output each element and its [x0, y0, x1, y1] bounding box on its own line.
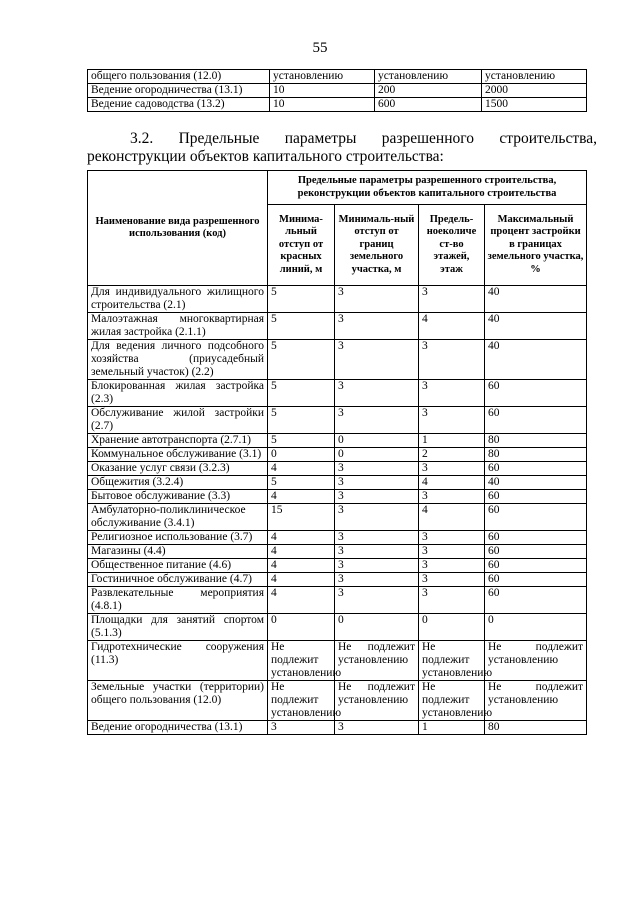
parameter-cell: 80 — [485, 721, 587, 735]
parameter-cell: 4 — [419, 313, 485, 340]
header-col-1: Минима-льный отступ от красных линий, м — [268, 205, 335, 286]
header-group: Предельные параметры разрешенного строительства, реконструкции объектов капитального строительства — [268, 171, 587, 205]
parameter-cell: 0 — [419, 614, 485, 641]
parameter-cell: 60 — [485, 504, 587, 531]
parameter-cell: 0 — [335, 614, 419, 641]
table-row — [88, 504, 587, 531]
parameter-cell: 3 — [335, 286, 419, 313]
use-type-cell: Религиозное использование (3.7) — [88, 531, 268, 545]
header-col-3: Предель-ноеколиче ст-во этажей, этаж — [419, 205, 485, 286]
header-row-1 — [88, 171, 587, 205]
parameter-cell: 3 — [419, 490, 485, 504]
table-row — [88, 340, 587, 380]
parameter-cell: 3 — [335, 476, 419, 490]
parameter-cell: 4 — [419, 504, 485, 531]
use-type-cell: Площадки для занятий спортом (5.1.3) — [88, 614, 268, 641]
table-row — [88, 434, 587, 448]
parameter-cell: 4 — [268, 462, 335, 476]
parameter-cell: 3 — [335, 313, 419, 340]
use-type-cell: Гостиничное обслуживание (4.7) — [88, 573, 268, 587]
parameter-cell: 0 — [335, 448, 419, 462]
use-type-cell: Развлекательные мероприятия (4.8.1) — [88, 587, 268, 614]
parameter-cell: 3 — [419, 587, 485, 614]
parameter-cell: 3 — [335, 407, 419, 434]
parameters-table — [87, 170, 587, 735]
use-type-cell: Общественное питание (4.6) — [88, 559, 268, 573]
parameter-cell: Не подлежит установлению — [419, 641, 485, 681]
parameter-cell: 5 — [268, 286, 335, 313]
value-cell: 1500 — [482, 98, 587, 112]
parameter-cell: 80 — [485, 434, 587, 448]
use-type-cell: Обслуживание жилой застройки (2.7) — [88, 407, 268, 434]
parameter-cell: 5 — [268, 407, 335, 434]
parameter-cell: Не подлежит установлению — [419, 681, 485, 721]
use-type-cell: Для ведения личного подсобного хозяйства (приусадебный земельный участок) (2.2) — [88, 340, 268, 380]
table-row — [88, 490, 587, 504]
table-row — [88, 587, 587, 614]
parameter-cell: 4 — [268, 587, 335, 614]
parameter-cell: 3 — [419, 340, 485, 380]
parameter-cell: 3 — [268, 721, 335, 735]
table-row — [88, 531, 587, 545]
table-row — [88, 721, 587, 735]
parameter-cell: 3 — [419, 462, 485, 476]
table-row — [88, 614, 587, 641]
header-col-2: Минималь-ный отступ от границ земельного участка, м — [335, 205, 419, 286]
heading-word: Предельные — [178, 130, 260, 147]
table-row — [88, 545, 587, 559]
parameter-cell: 0 — [268, 614, 335, 641]
row-name-cell: Ведение садоводства (13.2) — [88, 98, 270, 112]
use-type-cell: Оказание услуг связи (3.2.3) — [88, 462, 268, 476]
parameter-cell: 15 — [268, 504, 335, 531]
use-type-cell: Гидротехнические сооружения (11.3) — [88, 641, 268, 681]
parameter-cell: 3 — [335, 559, 419, 573]
parameter-cell: 4 — [419, 476, 485, 490]
table-row — [88, 462, 587, 476]
use-type-cell: Блокированная жилая застройка (2.3) — [88, 380, 268, 407]
header-col-4: Максимальный процент застройки в границах земельного участка, % — [485, 205, 587, 286]
use-type-cell: Амбулаторно-поликлиническое обслуживание (3.4.1) — [88, 504, 268, 531]
parameter-cell: 3 — [335, 490, 419, 504]
row-name-cell: общего пользования (12.0) — [88, 70, 270, 84]
parameter-cell: 3 — [419, 380, 485, 407]
table-row — [88, 573, 587, 587]
parameter-cell: 60 — [485, 462, 587, 476]
page-number: 55 — [312, 40, 328, 56]
table-row — [88, 84, 587, 98]
table-row — [88, 641, 587, 681]
table-row — [88, 286, 587, 313]
parameter-cell: 1 — [419, 721, 485, 735]
heading-word: разрешенного — [381, 130, 474, 147]
parameter-cell: 3 — [419, 286, 485, 313]
parameter-cell: Не подлежит установлению — [335, 641, 419, 681]
parameter-cell: 3 — [335, 545, 419, 559]
value-cell: установлению — [375, 70, 482, 84]
parameter-cell: 40 — [485, 286, 587, 313]
section-heading-line2: реконструкции объектов капитального строительства: — [87, 148, 444, 165]
heading-word: строительства, — [499, 130, 597, 147]
section-heading — [87, 130, 597, 166]
parameter-cell: 60 — [485, 573, 587, 587]
parameter-cell: 60 — [485, 380, 587, 407]
parameter-cell: 3 — [335, 531, 419, 545]
value-cell: 600 — [375, 98, 482, 112]
use-type-cell: Хранение автотранспорта (2.7.1) — [88, 434, 268, 448]
parameter-cell: Не подлежит установлению — [485, 681, 587, 721]
parameter-cell: 3 — [419, 559, 485, 573]
value-cell: 200 — [375, 84, 482, 98]
parameter-cell: 60 — [485, 559, 587, 573]
use-type-cell: Малоэтажная многоквартирная жилая застройка (2.1.1) — [88, 313, 268, 340]
parameter-cell: 3 — [335, 573, 419, 587]
parameter-cell: 3 — [335, 340, 419, 380]
parameter-cell: 60 — [485, 490, 587, 504]
parameter-cell: 0 — [485, 614, 587, 641]
parameter-cell: 60 — [485, 531, 587, 545]
parameter-cell: 3 — [419, 545, 485, 559]
table-row — [88, 313, 587, 340]
heading-word: параметры — [284, 130, 357, 147]
use-type-cell: Для индивидуального жилищного строительства (2.1) — [88, 286, 268, 313]
table-row — [88, 98, 587, 112]
parameter-cell: 0 — [335, 434, 419, 448]
section-heading-line1 — [87, 130, 597, 148]
parameter-cell: 5 — [268, 476, 335, 490]
use-type-cell: Общежития (3.2.4) — [88, 476, 268, 490]
parameter-cell: 3 — [335, 587, 419, 614]
value-cell: 10 — [270, 98, 375, 112]
value-cell: установлению — [482, 70, 587, 84]
use-type-cell: Коммунальное обслуживание (3.1) — [88, 448, 268, 462]
parameter-cell: Не подлежит установлению — [485, 641, 587, 681]
section-number: 3.2. — [130, 130, 154, 147]
parameter-cell: 4 — [268, 545, 335, 559]
parameter-cell: 60 — [485, 545, 587, 559]
use-type-cell: Магазины (4.4) — [88, 545, 268, 559]
table-row — [88, 681, 587, 721]
parameter-cell: 40 — [485, 340, 587, 380]
parameter-cell: 3 — [419, 573, 485, 587]
use-type-cell: Земельные участки (территории) общего пользования (12.0) — [88, 681, 268, 721]
parameter-cell: 5 — [268, 340, 335, 380]
parameter-cell: 60 — [485, 587, 587, 614]
parameter-cell: 3 — [335, 380, 419, 407]
parameter-cell: 5 — [268, 380, 335, 407]
table-row — [88, 559, 587, 573]
value-cell: установлению — [270, 70, 375, 84]
parameter-cell: 3 — [419, 407, 485, 434]
use-type-cell: Бытовое обслуживание (3.3) — [88, 490, 268, 504]
parameter-cell: 3 — [335, 462, 419, 476]
top-table — [87, 69, 587, 112]
row-name-cell: Ведение огородничества (13.1) — [88, 84, 270, 98]
parameter-cell: Не подлежит установлению — [268, 641, 335, 681]
parameter-cell: 4 — [268, 490, 335, 504]
parameter-cell: 4 — [268, 573, 335, 587]
table-row — [88, 380, 587, 407]
header-name-col: Наименование вида разрешенного использования (код) — [88, 171, 268, 286]
parameter-cell: 4 — [268, 531, 335, 545]
parameter-cell: 1 — [419, 434, 485, 448]
parameter-cell: Не подлежит установлению — [268, 681, 335, 721]
table-row — [88, 407, 587, 434]
parameter-cell: 3 — [335, 504, 419, 531]
table-row — [88, 476, 587, 490]
parameter-cell: 3 — [419, 531, 485, 545]
use-type-cell: Ведение огородничества (13.1) — [88, 721, 268, 735]
parameter-cell: 80 — [485, 448, 587, 462]
parameter-cell: 60 — [485, 407, 587, 434]
parameter-cell: 0 — [268, 448, 335, 462]
value-cell: 10 — [270, 84, 375, 98]
parameter-cell: 5 — [268, 434, 335, 448]
table-row — [88, 70, 587, 84]
parameter-cell: 3 — [335, 721, 419, 735]
table-row — [88, 448, 587, 462]
parameter-cell: 40 — [485, 313, 587, 340]
parameter-cell: Не подлежит установлению — [335, 681, 419, 721]
parameter-cell: 2 — [419, 448, 485, 462]
parameter-cell: 4 — [268, 559, 335, 573]
value-cell: 2000 — [482, 84, 587, 98]
parameter-cell: 40 — [485, 476, 587, 490]
parameter-cell: 5 — [268, 313, 335, 340]
